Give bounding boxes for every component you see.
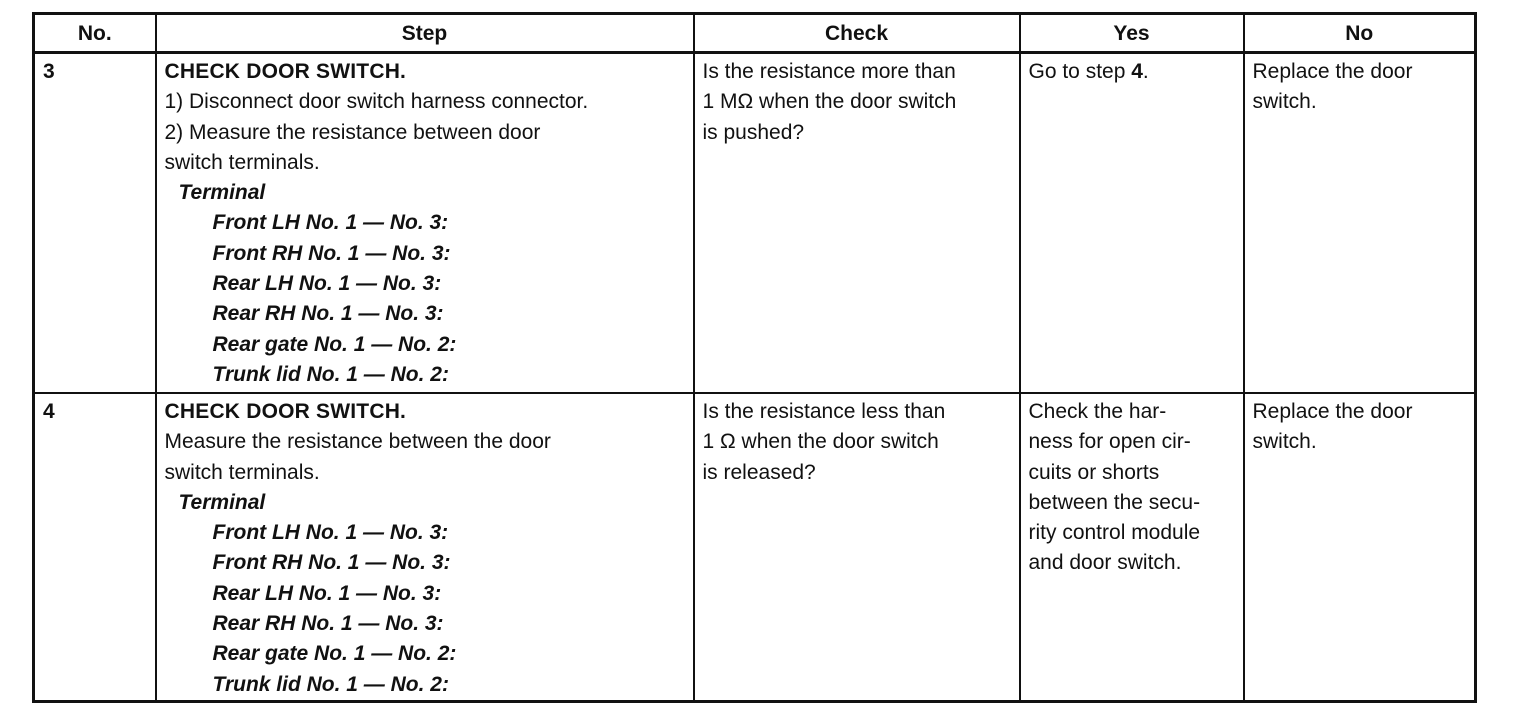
header-no-result: No [1244,14,1476,53]
check-line: is pushed? [702,120,805,144]
terminal-item: Rear RH No. 1 — No. 3: [212,302,444,326]
step-cell [156,53,694,394]
step-number: 3 [34,53,156,394]
yes-step-ref: 4 [1131,60,1143,83]
table-row [34,393,1476,702]
terminal-item: Front RH No. 1 — No. 3: [212,241,451,265]
yes-prefix: Go to step [1028,60,1132,83]
yes-cell [1020,393,1244,702]
header-check: Check [694,14,1020,53]
no-line: switch. [1252,430,1317,454]
yes-line: cuits or shorts [1028,460,1160,484]
yes-line: between the secu- [1028,490,1201,514]
header-step: Step [156,14,694,53]
check-line: 1 MΩ when the door switch [702,90,957,114]
yes-line: and door switch. [1028,551,1182,575]
step-title: CHECK DOOR SWITCH. [164,400,407,423]
step-line: Measure the resistance between the door [164,430,551,454]
step-line: switch terminals. [164,150,320,174]
header-no: No. [34,14,156,53]
terminal-item: Rear gate No. 1 — No. 2: [212,332,457,356]
check-cell [694,53,1020,394]
step-title: CHECK DOOR SWITCH. [164,60,407,83]
no-cell [1244,53,1476,394]
header-row [34,14,1476,53]
yes-text [1029,57,1235,87]
check-line: is released? [702,460,816,484]
terminal-item: Front LH No. 1 — No. 3: [212,521,449,545]
terminal-item: Front LH No. 1 — No. 3: [212,211,449,235]
step-line: 2) Measure the resistance between door [164,120,541,144]
yes-line: rity control module [1028,521,1201,545]
table-row [34,53,1476,394]
terminal-label: Terminal [178,490,266,514]
check-line: Is the resistance less than [702,400,946,423]
terminal-item: Rear gate No. 1 — No. 2: [212,642,457,666]
no-line: switch. [1252,90,1317,114]
terminal-item: Trunk lid No. 1 — No. 2: [212,362,449,386]
terminal-item: Rear LH No. 1 — No. 3: [212,272,442,296]
header-yes: Yes [1020,14,1244,53]
terminal-item: Rear RH No. 1 — No. 3: [212,612,444,636]
yes-line: Check the har- [1028,400,1167,423]
step-cell [156,393,694,702]
step-number: 4 [34,393,156,702]
yes-suffix: . [1142,60,1149,83]
terminal-label: Terminal [178,181,266,205]
check-line: 1 Ω when the door switch [702,430,939,454]
diagnostic-table [32,12,1477,703]
terminal-item: Rear LH No. 1 — No. 3: [212,581,442,605]
no-line: Replace the door [1252,400,1413,423]
terminal-item: Front RH No. 1 — No. 3: [212,551,451,575]
step-line: 1) Disconnect door switch harness connector. [164,90,589,114]
no-line: Replace the door [1252,60,1413,83]
check-line: Is the resistance more than [702,60,956,83]
terminal-item: Trunk lid No. 1 — No. 2: [212,672,449,696]
yes-cell [1020,53,1244,394]
yes-line: ness for open cir- [1028,430,1191,454]
check-cell [694,393,1020,702]
no-cell [1244,393,1476,702]
step-line: switch terminals. [164,460,320,484]
